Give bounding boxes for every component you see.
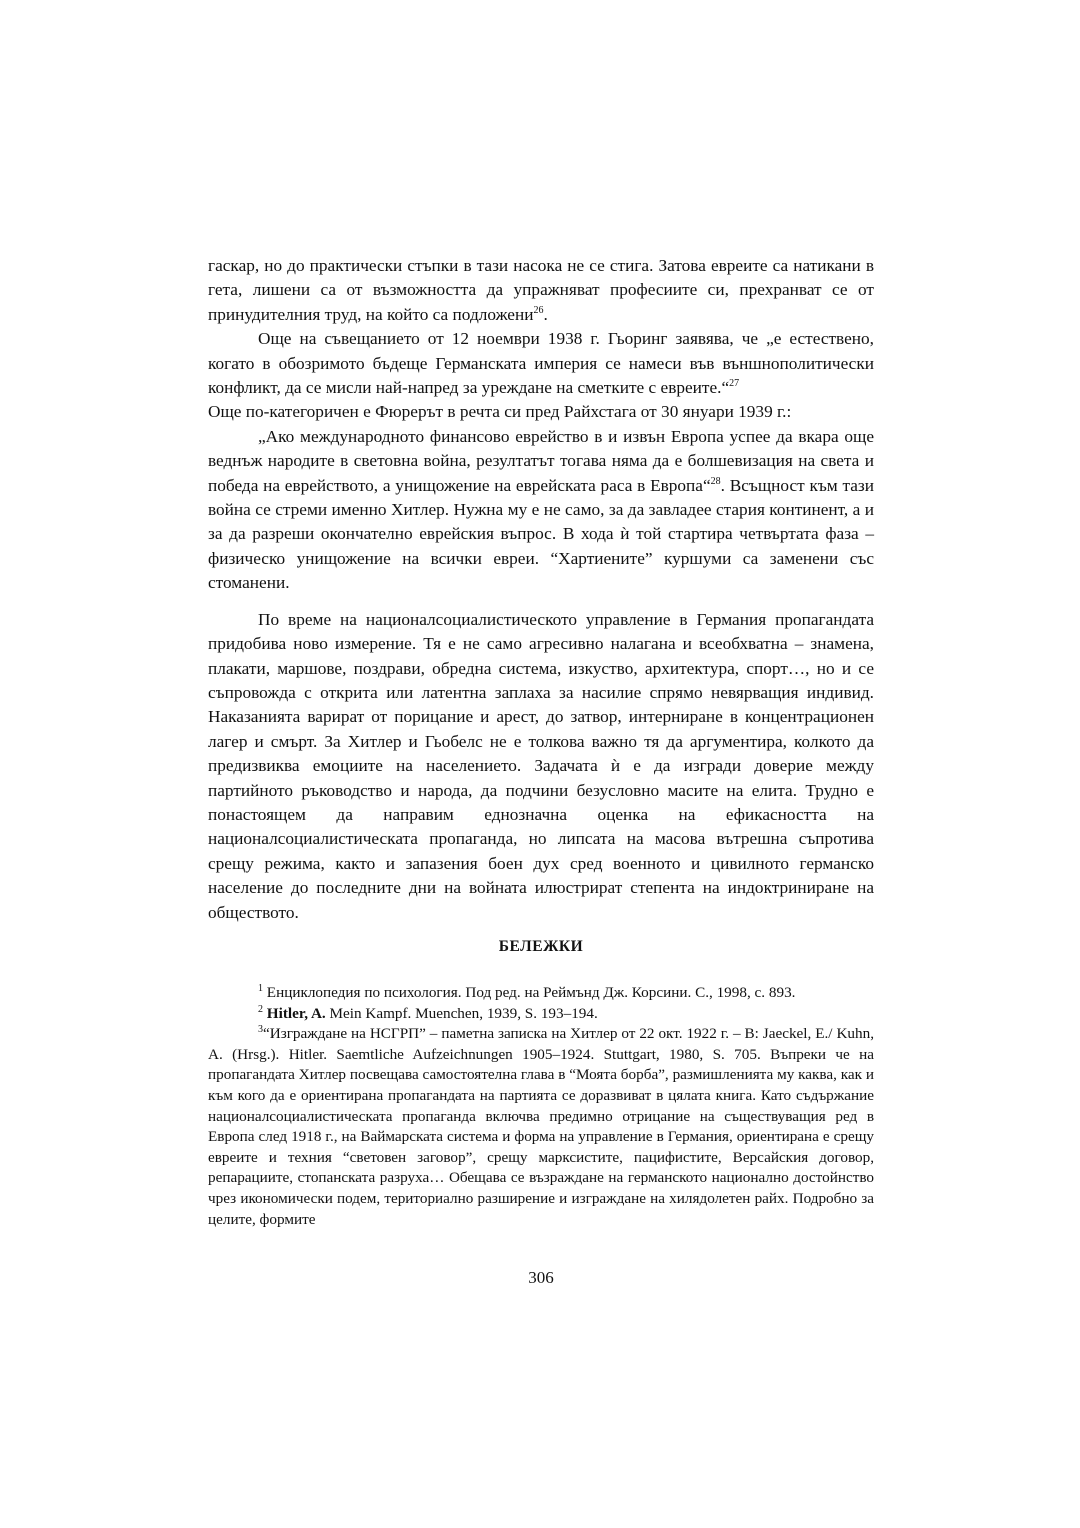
paragraph-5 [208,608,874,925]
note-2-number: 2 [258,1003,263,1015]
note-1 [208,983,874,1004]
note-2-text: Mein Kampf. Muenchen, 1939, S. 193–194. [325,1004,598,1022]
paragraph-5-text: По време на националсоциалистическото управление в Германия пропагандата придобива ново измерение. Тя е не само агресивно налагана и всеобхватна – знамена, плакати, маршове, поздрави, обредна система, изкуство, архитектура, спорт…, но и се съпровожда с открита или латентна заплаха за насилие спрямо невярващия индивид. Наказанията варират от порицание и арест, до затвор, интерниране в концентрационен лагер и смърт. За Хитлер и Гьобелс не е толкова важно тя да аргументира, колкото да предизвиква емоциите на населението. Задачата ѝ е да изгради доверие между партийното ръководство и народа, да подчини безусловно масите на елита. Трудно е понастоящем да направим еднозначна оценка на ефикасността на националсоциалистическата пропаганда, но липсата на масова вътрешна съпротива срещу режима, както и запазения боен дух сред военното и цивилното германско население до последните дни на войната илюстрират степента на индоктриниране на обществото. [208,609,874,922]
note-1-text: Енциклопедия по психология. Под ред. на Реймънд Дж. Корсини. С., 1998, с. 893. [263,984,796,1001]
note-3 [208,1024,874,1230]
paragraph-1-text: гаскар, но до практически стъпки в тази насока не се стига. Затова евреите са натикани в гета, лишени са от възможността да упражняват професиите си, прехранват се от принудителния труд, на който са подложени [208,256,874,324]
paragraph-4 [208,425,874,596]
note-1-number: 1 [258,982,263,994]
paragraph-4-end: . Всъщност към тази война се стреми именно Хитлер. Нужна му е не само, за да завладее стария континент, а и за да разреши окончателно еврейския въпрос. В хода ѝ той стартира четвъртата фаза – физическо унищожение на всички евреи. “Хартиените” куршуми са заменени със стоманени. [208,475,874,593]
footnote-ref-26: 26 [533,305,544,317]
note-3-text: “Изграждане на НСГРП” – паметна записка на Хитлер от 22 окт. 1922 г. – В: Jaeckel, E./ Kuhn, A. (Hrsg.). Hitler. Saemtliche Aufzeichnungen 1905–1924. Stuttgart, 1980, S. 705. Въпреки че на пропагандата Хитлер посвещава самостоятелна глава в “Моята борба”, размишленията му каква, как и към кого да е ориентирана пропагандата на партията се доразвиват в цялата книга. Като съдържание националсоциалистическата пропаганда включва предимно отрицание на съществуващия ред в Европа след 1918 г., на Ваймарската система и форма на управление в Германия, ориентирана е срещу евреите и техния “световен заговор”, срещу марксистите, пацифистите, Версайския договор, репарациите, стопанската разруха… Обещава се възраждане на германското национално достойнство чрез икономически подем, териториално разширение и изграждане на хилядолетен райх. Подробно за целите, формите [208,1025,874,1228]
page-number: 306 [528,1268,554,1287]
main-text [208,254,874,925]
paragraph-2 [208,327,874,400]
note-3-number: 3 [258,1024,263,1036]
notes-list [208,983,874,1230]
paragraph-1-end: . [543,304,548,324]
paragraph-1 [208,254,874,327]
note-2-author: Hitler, A. [266,1004,326,1022]
note-2 [208,1004,874,1025]
paragraph-2-text: Още на съвещанието от 12 ноември 1938 г. Гьоринг заявява, че „е естествено, когато в обозримото бъдеще Германската империя се намеси във външнополитически конфликт, да се мисли най-напред за уреждане на сметките с евреите.“ [208,329,874,398]
footnote-ref-27: 27 [729,378,740,390]
paragraph-4-text: „Ако международното финансово еврейство в и извън Европа успее да вкара още веднъж народите в световна война, резултатът тогава няма да е болшевизация на света и победа на еврейството, а унищожение на еврейската раса в Европа“ [208,426,874,495]
paragraph-3 [208,400,874,424]
notes-heading: БЕЛЕЖКИ [498,938,584,955]
paragraph-3-text: Още по-категоричен е Фюрерът в речта си пред Райхстага от 30 януари 1939 г.: [208,402,792,422]
footnote-ref-28: 28 [710,475,721,487]
